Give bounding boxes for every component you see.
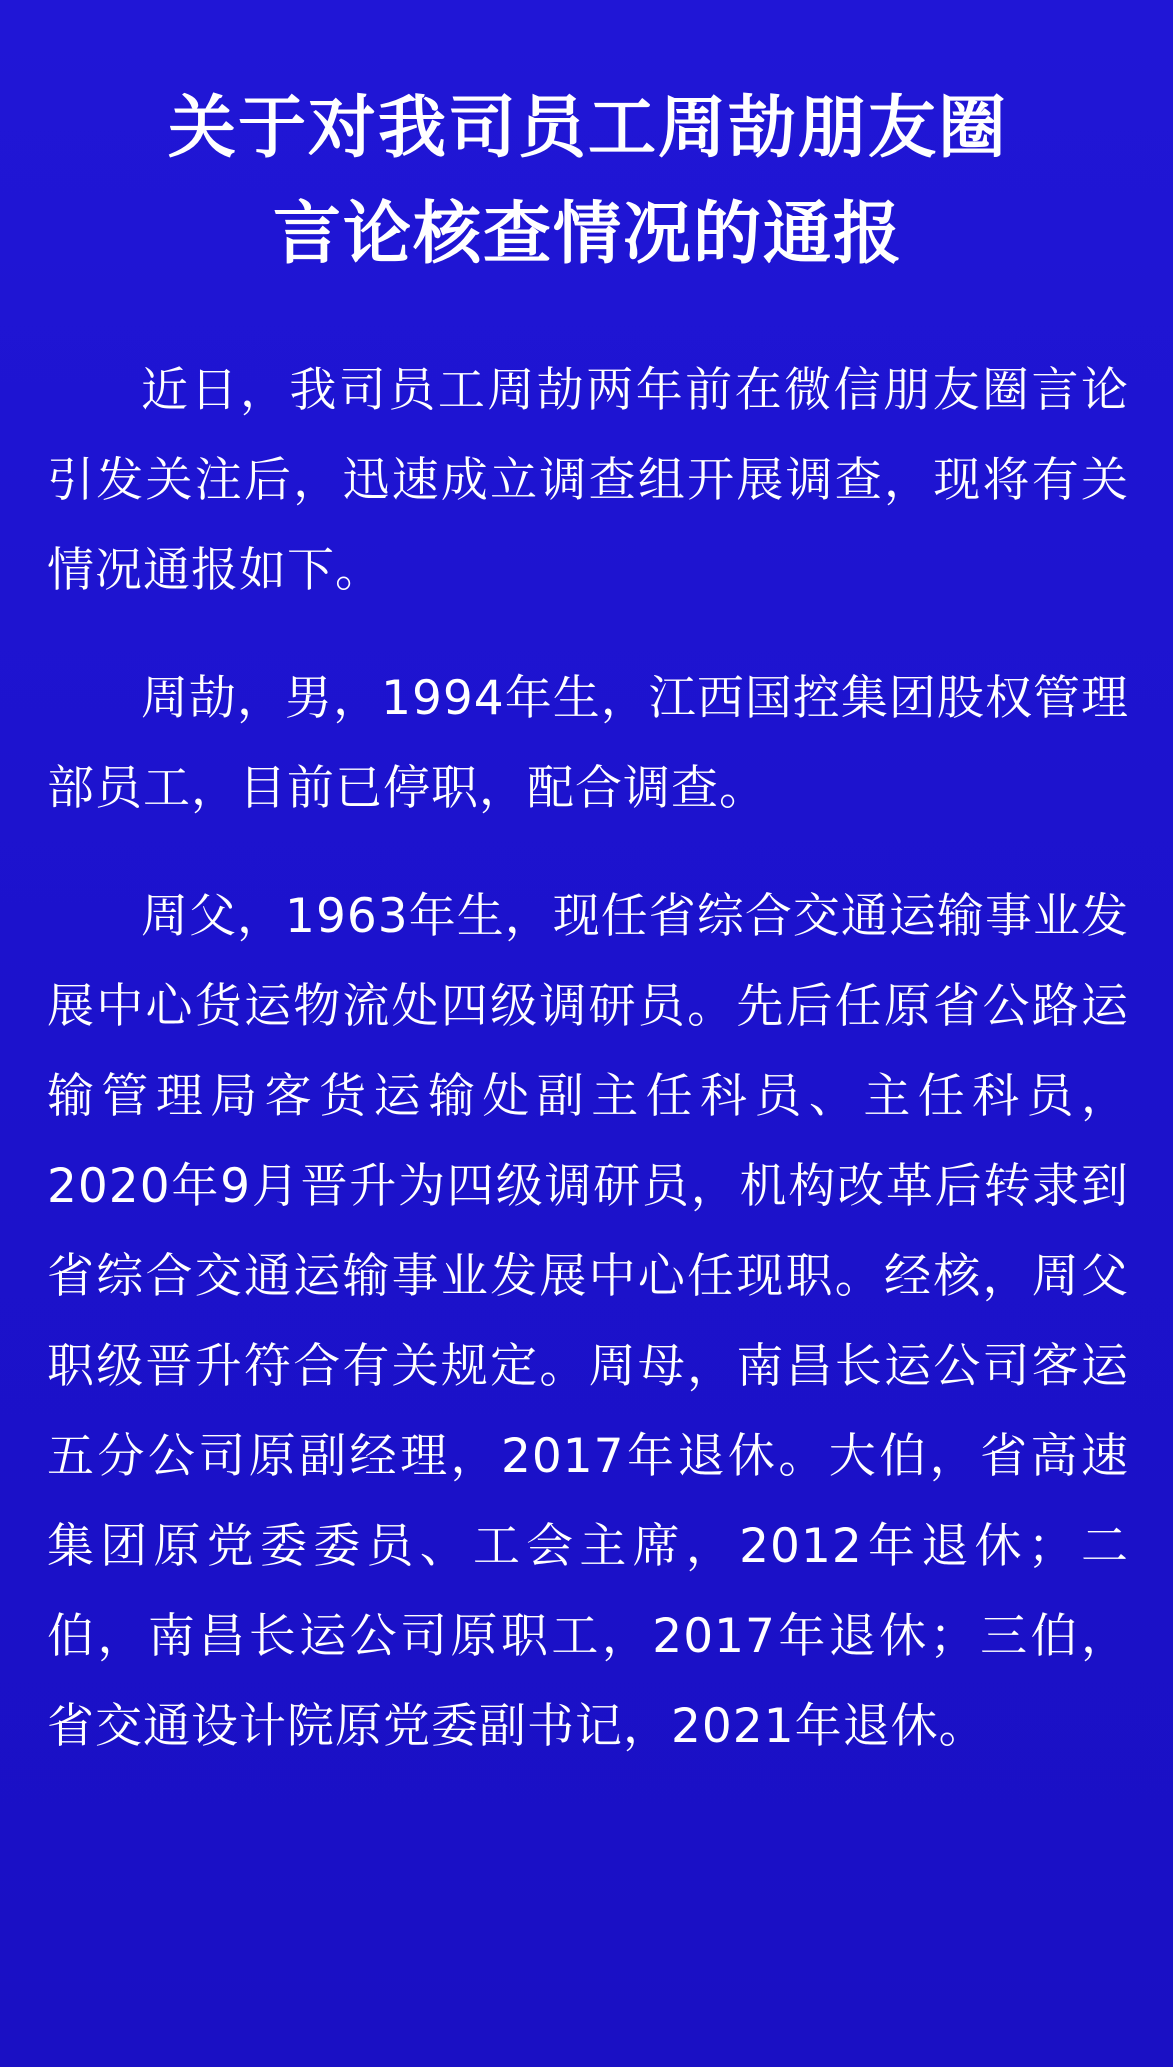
title-line-1: 关于对我司员工周劼朋友圈	[167, 89, 1008, 168]
paragraph-intro: 近日，我司员工周劼两年前在微信朋友圈言论引发关注后，迅速成立调查组开展调查，现将有关情况通报如下。	[47, 363, 1129, 598]
title-line-2: 言论核查情况的通报	[272, 195, 903, 274]
notice-body	[47, 346, 1129, 1772]
notice-title	[47, 0, 1129, 288]
paragraph-employee: 周劼，男，1994年生，江西国控集团股权管理部员工，目前已停职，配合调查。	[47, 671, 1129, 816]
paragraph-family: 周父，1963年生，现任省综合交通运输事业发展中心货运物流处四级调研员。先后任原省公路运输管理局客货运输处副主任科员、主任科员，2020年9月晋升为四级调研员，机构改革后转隶到省综合交通运输事业发展中心任现职。经核，周父职级晋升符合有关规定。周母，南昌长运公司客运五分公司原副经理，2017年退休。大伯，省高速集团原党委委员、工会主席，2012年退休；二伯，南昌长运公司原职工，2017年退休；三伯，省交通设计院原党委副书记，2021年退休。	[47, 889, 1129, 1754]
